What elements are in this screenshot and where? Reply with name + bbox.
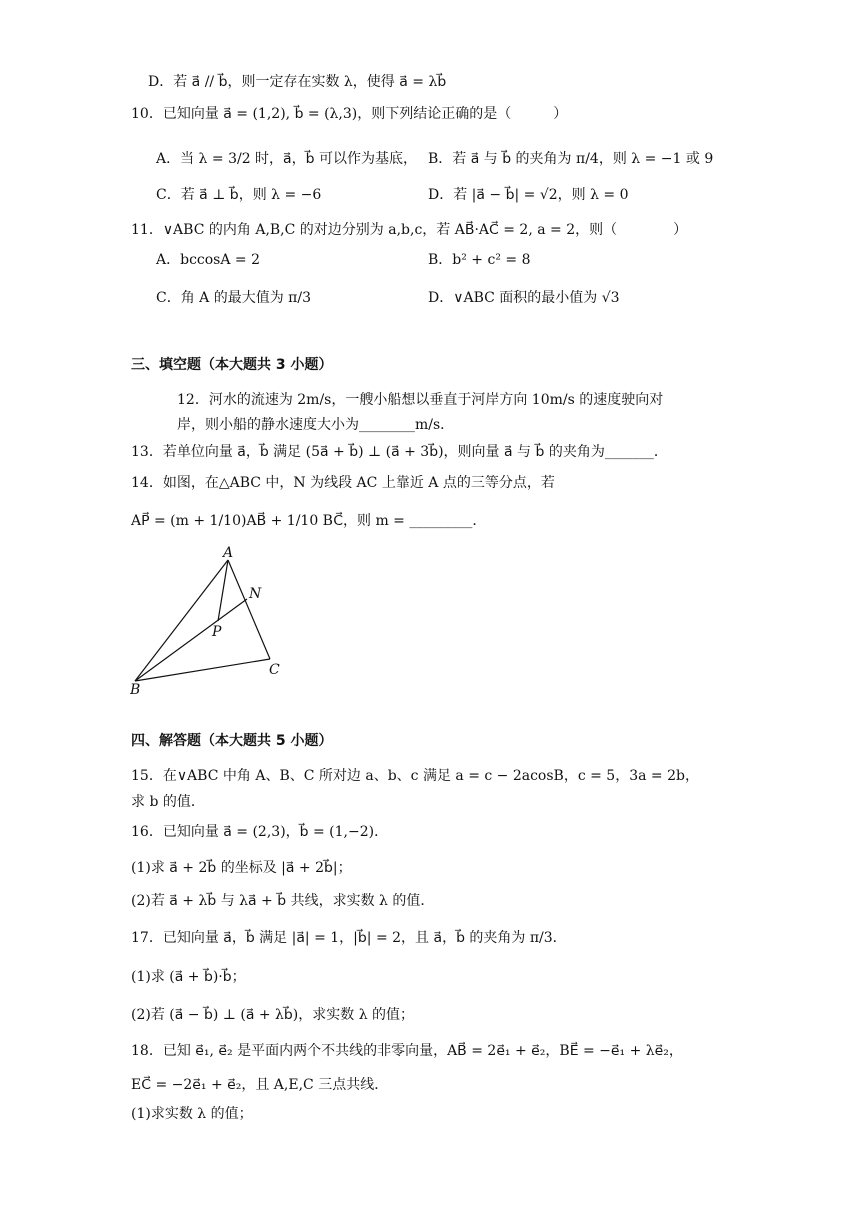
label-n: N [249,586,262,602]
question-16: 16．已知向量 a⃗ = (2,3)，b⃗ = (1,−2)． [131,824,389,840]
label-a: A [223,545,234,561]
question-17-part1: (1)求 (a⃗ + b⃗)·b⃗； [131,969,246,985]
segment-bn [135,599,247,681]
question-11: 11．∨ABC 的内角 A,B,C 的对边分别为 a,b,c，若 AB⃗·AC⃗ = 2, a = 2，则（ ） [131,222,688,238]
question-16-part1: (1)求 a⃗ + 2b⃗ 的坐标及 |a⃗ + 2b⃗|； [131,860,352,876]
question-18-cont: EC⃗ = −2e⃗₁ + e⃗₂，且 A,E,C 三点共线． [131,1077,389,1093]
question-18: 18．已知 e⃗₁, e⃗₂ 是平面内两个不共线的非零向量，AB⃗ = 2e⃗₁ + e⃗₂，BE⃗ = −e⃗₁ + λe⃗₂， [131,1043,683,1059]
option-11b: B．b² + c² = 8 [428,252,531,268]
option-9d: D．若 a⃗ // b⃗，则一定存在实数 λ，使得 a⃗ = λb⃗ [148,74,447,90]
option-10b: B．若 a⃗ 与 b⃗ 的夹角为 π/4，则 λ = −1 或 9 [428,151,714,167]
label-c: C [269,662,280,678]
segment-ap [218,560,228,621]
option-11d: D．∨ABC 面积的最小值为 √3 [428,290,620,306]
question-13: 13．若单位向量 a⃗，b⃗ 满足 (5a⃗ + b⃗) ⊥ (a⃗ + 3b⃗)，则向量 a⃗ 与 b⃗ 的夹角为_______． [131,444,668,460]
question-12-cont: 岸，则小船的静水速度大小为________m/s． [177,417,455,433]
option-10d: D．若 |a⃗ − b⃗| = √2，则 λ = 0 [428,187,629,203]
edge-ab [135,560,228,681]
question-16-part2: (2)若 a⃗ + λb⃗ 与 λa⃗ + b⃗ 共线，求实数 λ 的值． [131,893,435,909]
label-b: B [130,682,141,698]
option-10a: A．当 λ = 3/2 时，a⃗，b⃗ 可以作为基底， [156,151,417,167]
option-11a: A．bccosA = 2 [156,252,261,268]
question-12: 12．河水的流速为 2m/s，一艘小船想以垂直于河岸方向 10m/s 的速度驶向对 [177,392,664,408]
option-11c: C．角 A 的最大值为 π/3 [156,290,311,306]
option-10c: C．若 a⃗ ⊥ b⃗，则 λ = −6 [156,187,322,203]
edge-ac [228,560,270,659]
question-17: 17．已知向量 a⃗，b⃗ 满足 |a⃗| = 1，|b⃗| = 2，且 a⃗，b⃗ 的夹角为 π/3． [131,930,567,946]
question-17-part2: (2)若 (a⃗ − b⃗) ⊥ (a⃗ + λb⃗)，求实数 λ 的值； [131,1007,415,1023]
label-p: P [212,624,222,640]
question-14: 14．如图，在△ABC 中，N 为线段 AC 上靠近 A 点的三等分点，若 [131,475,555,491]
question-15-cont: 求 b 的值． [131,794,205,810]
question-15: 15．在∨ABC 中角 A、B、C 所对边 a、b、c 满足 a = c − 2acosB，c = 5，3a = 2b， [131,768,699,784]
question-14-formula: AP⃗ = (m + 1/10)AB⃗ + 1/10 BC⃗，则 m = _________． [131,513,487,529]
question-10: 10．已知向量 a⃗ = (1,2), b⃗ = (λ,3)，则下列结论正确的是（ ） [131,106,568,122]
triangle-figure [130,543,290,698]
question-18-part1: (1)求实数 λ 的值； [131,1106,253,1122]
section-heading-3: 三、填空题（本大题共 3 小题） [131,357,333,373]
section-heading-4: 四、解答题（本大题共 5 小题） [131,733,333,749]
edge-bc [135,659,270,681]
